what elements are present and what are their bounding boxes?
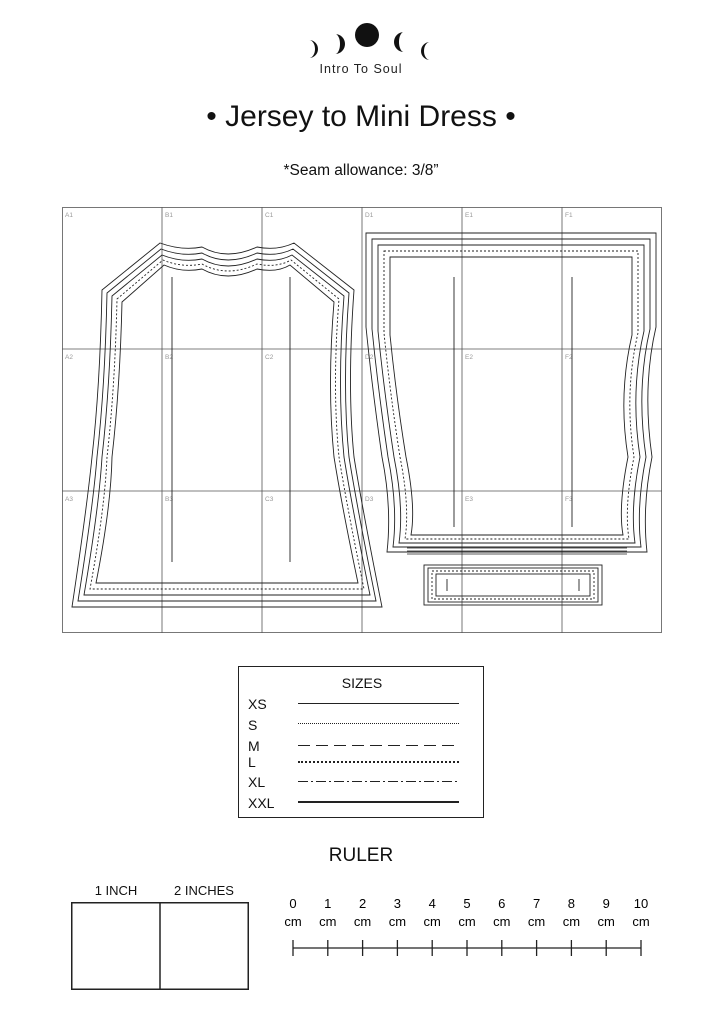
grid-cell-label: F3 [565,496,573,503]
pattern-grid [62,207,662,633]
moon-phases-icon [300,20,435,62]
grid-cell-label: F2 [565,354,573,361]
grid-cell-label: E1 [465,212,473,219]
grid-cell-label: A3 [65,496,73,503]
ruler-unit: cm [562,914,581,929]
page-title: • Jersey to Mini Dress • [206,100,516,133]
cm-ruler [280,895,660,965]
grid-cell-label: B3 [165,496,173,503]
cell-labels [65,212,573,503]
ruler-number: 6 [498,896,506,911]
grid-cell-label: A1 [65,212,73,219]
size-line-m [298,745,459,746]
waistband-piece [424,565,602,605]
ruler-unit: cm [423,914,441,929]
grid-cell-label: D1 [365,212,374,219]
ruler-number: 9 [602,896,610,911]
ruler-unit: cm [458,914,476,929]
ruler-number: 3 [393,896,402,911]
one-inch-label: 1 INCH [94,883,138,898]
size-label-s: S [248,717,258,733]
ruler-number: 2 [358,896,367,911]
grid-cell-label: D2 [365,354,374,361]
grid-cell-label: B2 [165,354,173,361]
size-line-xl [298,781,459,782]
grid-cell-label: A2 [65,354,73,361]
ruler-unit: cm [353,914,372,929]
size-line-xs [298,703,459,704]
size-line-l [298,761,459,763]
ruler-unit: cm [632,914,650,929]
ruler-unit: cm [319,914,337,929]
skirt-piece [366,233,656,554]
size-label-xs: XS [248,696,267,712]
size-label-l: L [248,754,256,770]
size-label-xxl: XXL [248,795,275,811]
grid-cell-label: F1 [565,212,573,219]
grid-cell-label: B1 [165,212,173,219]
ruler-number: 4 [428,896,436,911]
ruler-number: 8 [567,896,576,911]
size-label-xl: XL [248,774,266,790]
seam-allowance-note: *Seam allowance: 3/8” [283,162,439,179]
ruler-number: 0 [289,896,297,911]
grid-cell-label: E2 [465,354,473,361]
ruler-number: 5 [463,896,471,911]
ruler-number: 1 [324,896,332,911]
grid-cell-label: D3 [365,496,374,503]
ruler-number: 7 [532,896,541,911]
ruler-unit: cm [493,914,511,929]
ruler-unit: cm [597,914,615,929]
brand-name: Intro To Soul [319,62,403,76]
ruler-number: 10 [633,896,649,911]
ruler-unit: cm [527,914,546,929]
two-inches-label: 2 INCHES [174,883,234,898]
inch-squares [71,902,249,990]
size-line-xxl [298,801,459,803]
grid-cell-label: C1 [265,212,274,219]
grid-cell-label: E3 [465,496,473,503]
grid-cell-label: C2 [265,354,274,361]
ruler-title: RULER [328,845,394,866]
ruler-unit: cm [284,914,302,929]
size-label-m: M [248,738,260,754]
sizes-legend [238,666,484,818]
grid-cell-label: C3 [265,496,274,503]
size-line-s [298,723,459,724]
ruler-unit: cm [388,914,407,929]
sizes-title: SIZES [341,675,383,691]
bodice-piece [72,243,382,607]
